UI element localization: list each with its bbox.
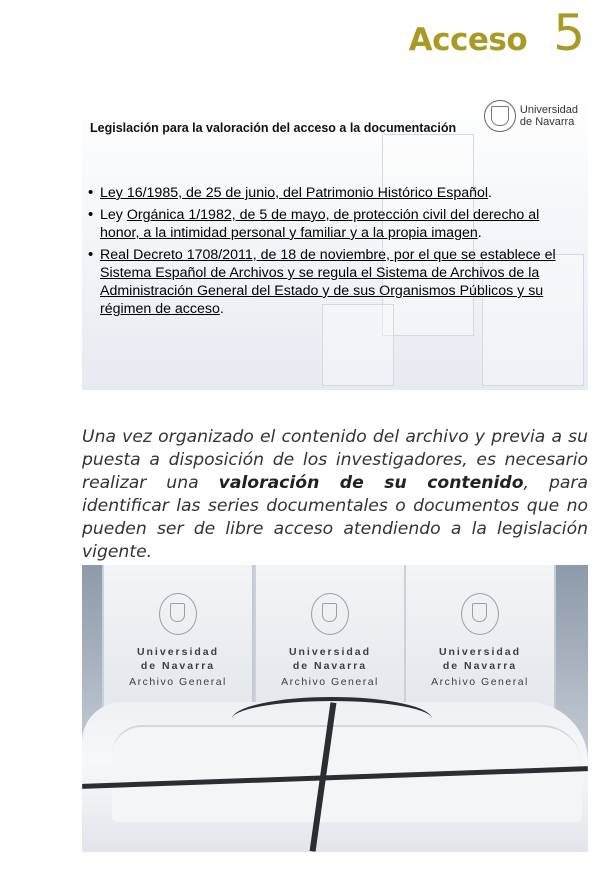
university-seal-icon — [159, 593, 197, 635]
logo-line-1: Universidad — [519, 104, 578, 116]
university-seal-icon — [461, 593, 499, 635]
slide-heading: Legislación para la valoración del acceso a la documentación — [90, 121, 457, 135]
legislation-link[interactable]: Orgánica 1/1982, de 5 de mayo, de protección civil del derecho al honor, a la intimidad personal y familiar y a la propia imagen — [100, 207, 540, 241]
archive-box: Universidad de Navarra Archivo General — [404, 565, 556, 715]
logo-line-2: de Navarra — [519, 116, 575, 128]
legislation-link[interactable]: Ley 16/1985, de 25 de junio, del Patrimonio Histórico Español — [100, 185, 489, 201]
university-logo — [484, 100, 578, 132]
legislation-item: • Real Decreto 1708/2011, de 18 de noviembre, por el que se establece el Sistema Español de Archivos y se regula el Sistema de Archivos de la Administración General del Estado y de sus Organismos Públicos y su régimen de acceso. — [92, 246, 572, 318]
archive-box: Universidad de Navarra Archivo General — [102, 565, 254, 715]
legislation-link[interactable]: Real Decreto 1708/2011, de 18 de noviembre, por el que se establece el Sistema Español de Archivos y se regula el Sistema de Archivos de la Administración General del Estado y de sus Organismos Públicos y su régimen de acceso — [100, 247, 556, 317]
section-title: Acceso — [408, 22, 528, 58]
archive-boxes-photo — [82, 565, 588, 852]
emphasis-text: valoración de su contenido — [218, 473, 524, 493]
legislation-list — [82, 184, 572, 322]
body-paragraph: Una vez organizado el contenido del archivo y previa a su puesta a disposición de los investigadores, es necesario realizar una valoración de su contenido, para identificar las series documentales o documentos que no pueden ser de libre acceso atendiendo a la legislación vigente. — [82, 427, 589, 562]
university-seal-icon — [311, 593, 349, 635]
legislation-slide — [82, 94, 588, 390]
archive-box: Universidad de Navarra Archivo General — [254, 565, 406, 715]
ribbon-bow — [232, 697, 432, 741]
section-number: 5 — [553, 4, 585, 62]
university-seal-icon — [484, 100, 516, 132]
legislation-item: • Ley Orgánica 1/1982, de 5 de mayo, de protección civil del derecho al honor, a la intimidad personal y familiar y a la propia imagen. — [92, 206, 572, 242]
legislation-item: • Ley 16/1985, de 25 de junio, del Patrimonio Histórico Español. — [92, 184, 572, 202]
page-header — [408, 4, 585, 62]
